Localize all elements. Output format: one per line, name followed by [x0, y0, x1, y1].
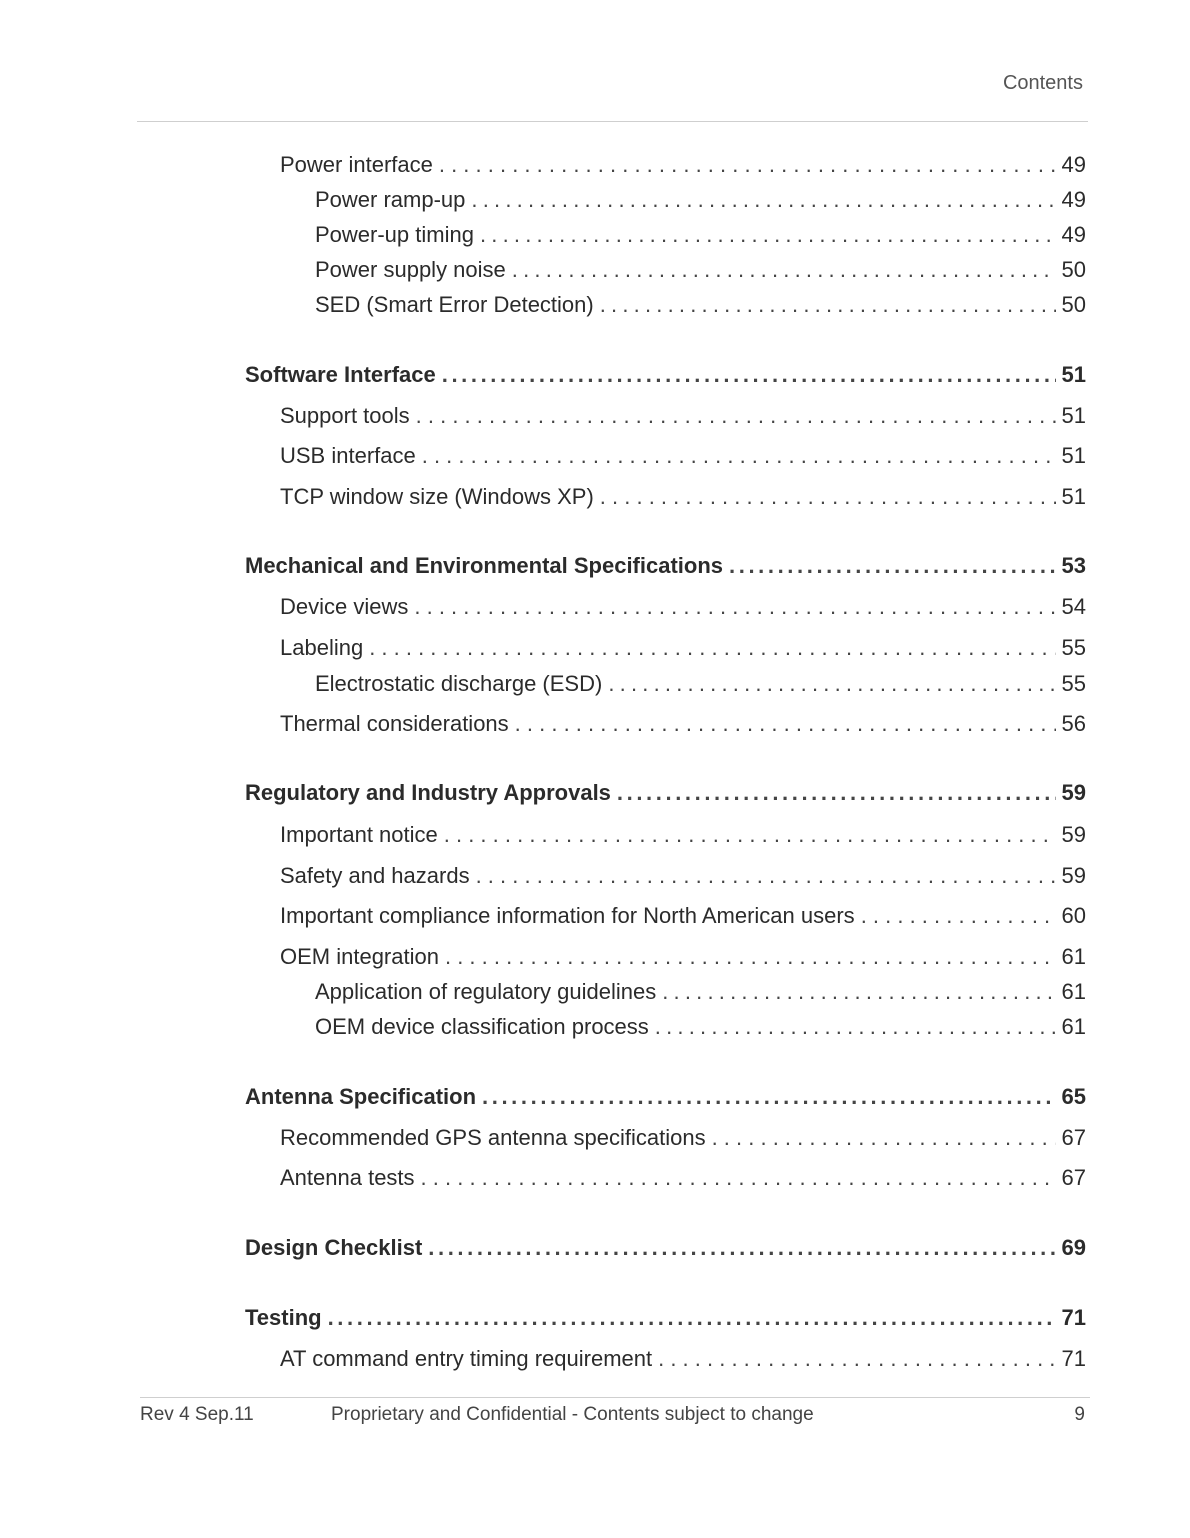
toc-entry[interactable] [280, 591, 1086, 623]
toc-chapter-title: Testing [245, 1305, 322, 1330]
toc-entry-title: SED (Smart Error Detection) [315, 292, 594, 317]
toc-entry[interactable] [315, 219, 1086, 251]
toc-entry-title: OEM device classification process [315, 1014, 649, 1039]
toc-chapter-page: 59 [1061, 780, 1086, 805]
toc-chapter[interactable] [245, 1232, 1086, 1264]
toc-entry-page: 61 [1061, 979, 1086, 1004]
toc-entry-title: Recommended GPS antenna specifications [280, 1125, 706, 1150]
toc-entry-title: OEM integration [280, 944, 439, 969]
footer-page-number: 9 [1074, 1404, 1085, 1425]
toc-entry-page: 49 [1061, 222, 1086, 247]
toc-entry-title: Power interface [280, 152, 433, 177]
toc-entry-title: Antenna tests [280, 1165, 415, 1190]
toc-entry-title: TCP window size (Windows XP) [280, 484, 594, 509]
toc-entry[interactable] [280, 1343, 1086, 1375]
toc-chapter-title: Regulatory and Industry Approvals [245, 780, 611, 805]
toc-entry-page: 50 [1061, 257, 1086, 282]
toc-entry-title: Electrostatic discharge (ESD) [315, 671, 603, 696]
toc-chapter[interactable] [245, 1302, 1086, 1334]
toc-entry-page: 55 [1061, 635, 1086, 660]
toc-entry-page: 59 [1061, 822, 1086, 847]
toc-entry[interactable] [280, 941, 1086, 973]
toc-entry-title: Support tools [280, 403, 410, 428]
toc-entry-page: 51 [1061, 403, 1086, 428]
header-divider [137, 121, 1088, 122]
toc-entry[interactable] [315, 1011, 1086, 1043]
toc-chapter[interactable] [245, 1081, 1086, 1113]
toc-entry-title: Labeling [280, 635, 364, 660]
toc-chapter-title: Mechanical and Environmental Specifications [245, 553, 724, 578]
toc-entry[interactable] [315, 668, 1086, 700]
toc-entry-page: 56 [1061, 711, 1086, 736]
toc-chapter[interactable] [245, 550, 1086, 582]
toc-entry[interactable] [280, 1122, 1086, 1154]
toc-chapter-page: 51 [1061, 362, 1086, 387]
toc-chapter-page: 71 [1061, 1305, 1086, 1330]
toc-entry[interactable] [280, 632, 1086, 664]
toc-entry-page: 67 [1061, 1165, 1086, 1190]
toc-entry[interactable] [315, 184, 1086, 216]
toc-entry-title: Device views [280, 594, 409, 619]
toc-entry-page: 50 [1061, 292, 1086, 317]
toc-entry[interactable] [315, 289, 1086, 321]
toc-entry-title: AT command entry timing requirement [280, 1346, 653, 1371]
toc-entry[interactable] [280, 481, 1086, 513]
toc-chapter[interactable] [245, 359, 1086, 391]
toc-entry-title: Safety and hazards [280, 863, 470, 888]
toc-entry-title: Power supply noise [315, 257, 506, 282]
toc-entry-page: 61 [1061, 944, 1086, 969]
footer-divider [140, 1397, 1090, 1398]
toc-entry-title: Power-up timing [315, 222, 474, 247]
toc-entry-page: 49 [1061, 152, 1086, 177]
toc-entry-page: 71 [1061, 1346, 1086, 1371]
toc-entry[interactable] [315, 254, 1086, 286]
toc-entry-title: Thermal considerations [280, 711, 509, 736]
toc-entry[interactable] [315, 976, 1086, 1008]
toc-entry[interactable] [280, 149, 1086, 181]
toc-entry-page: 51 [1061, 484, 1086, 509]
toc-entry[interactable] [280, 819, 1086, 851]
toc-chapter-title: Design Checklist [245, 1235, 423, 1260]
toc-entry-page: 55 [1061, 671, 1086, 696]
footer-revision: Rev 4 Sep.11 [140, 1404, 254, 1425]
toc-entry-page: 59 [1061, 863, 1086, 888]
toc-entry[interactable] [280, 900, 1086, 932]
toc-chapter-title: Antenna Specification [245, 1084, 477, 1109]
toc-entry-page: 67 [1061, 1125, 1086, 1150]
toc-chapter-page: 69 [1061, 1235, 1086, 1260]
footer-notice: Proprietary and Confidential - Contents subject to change [331, 1404, 814, 1425]
toc-entry-title: Power ramp-up [315, 187, 466, 212]
toc-entry-page: 51 [1061, 443, 1086, 468]
toc-entry-title: USB interface [280, 443, 416, 468]
toc-entry[interactable] [280, 400, 1086, 432]
toc-entry[interactable] [280, 708, 1086, 740]
toc-entry[interactable] [280, 440, 1086, 472]
toc-entry-page: 61 [1061, 1014, 1086, 1039]
toc-chapter-page: 65 [1061, 1084, 1086, 1109]
toc-entry-page: 54 [1061, 594, 1086, 619]
toc-chapter-page: 53 [1061, 553, 1086, 578]
toc-entry[interactable] [280, 860, 1086, 892]
toc-chapter[interactable] [245, 777, 1086, 809]
header-title: Contents [1002, 72, 1083, 94]
toc-entry-page: 60 [1061, 903, 1086, 928]
toc-entry-title: Important compliance information for North American users [280, 903, 855, 928]
toc-entry-title: Application of regulatory guidelines [315, 979, 657, 1004]
toc-entry[interactable] [280, 1162, 1086, 1194]
toc-entry-title: Important notice [280, 822, 438, 847]
toc-entry-page: 49 [1061, 187, 1086, 212]
toc-chapter-title: Software Interface [245, 362, 436, 387]
